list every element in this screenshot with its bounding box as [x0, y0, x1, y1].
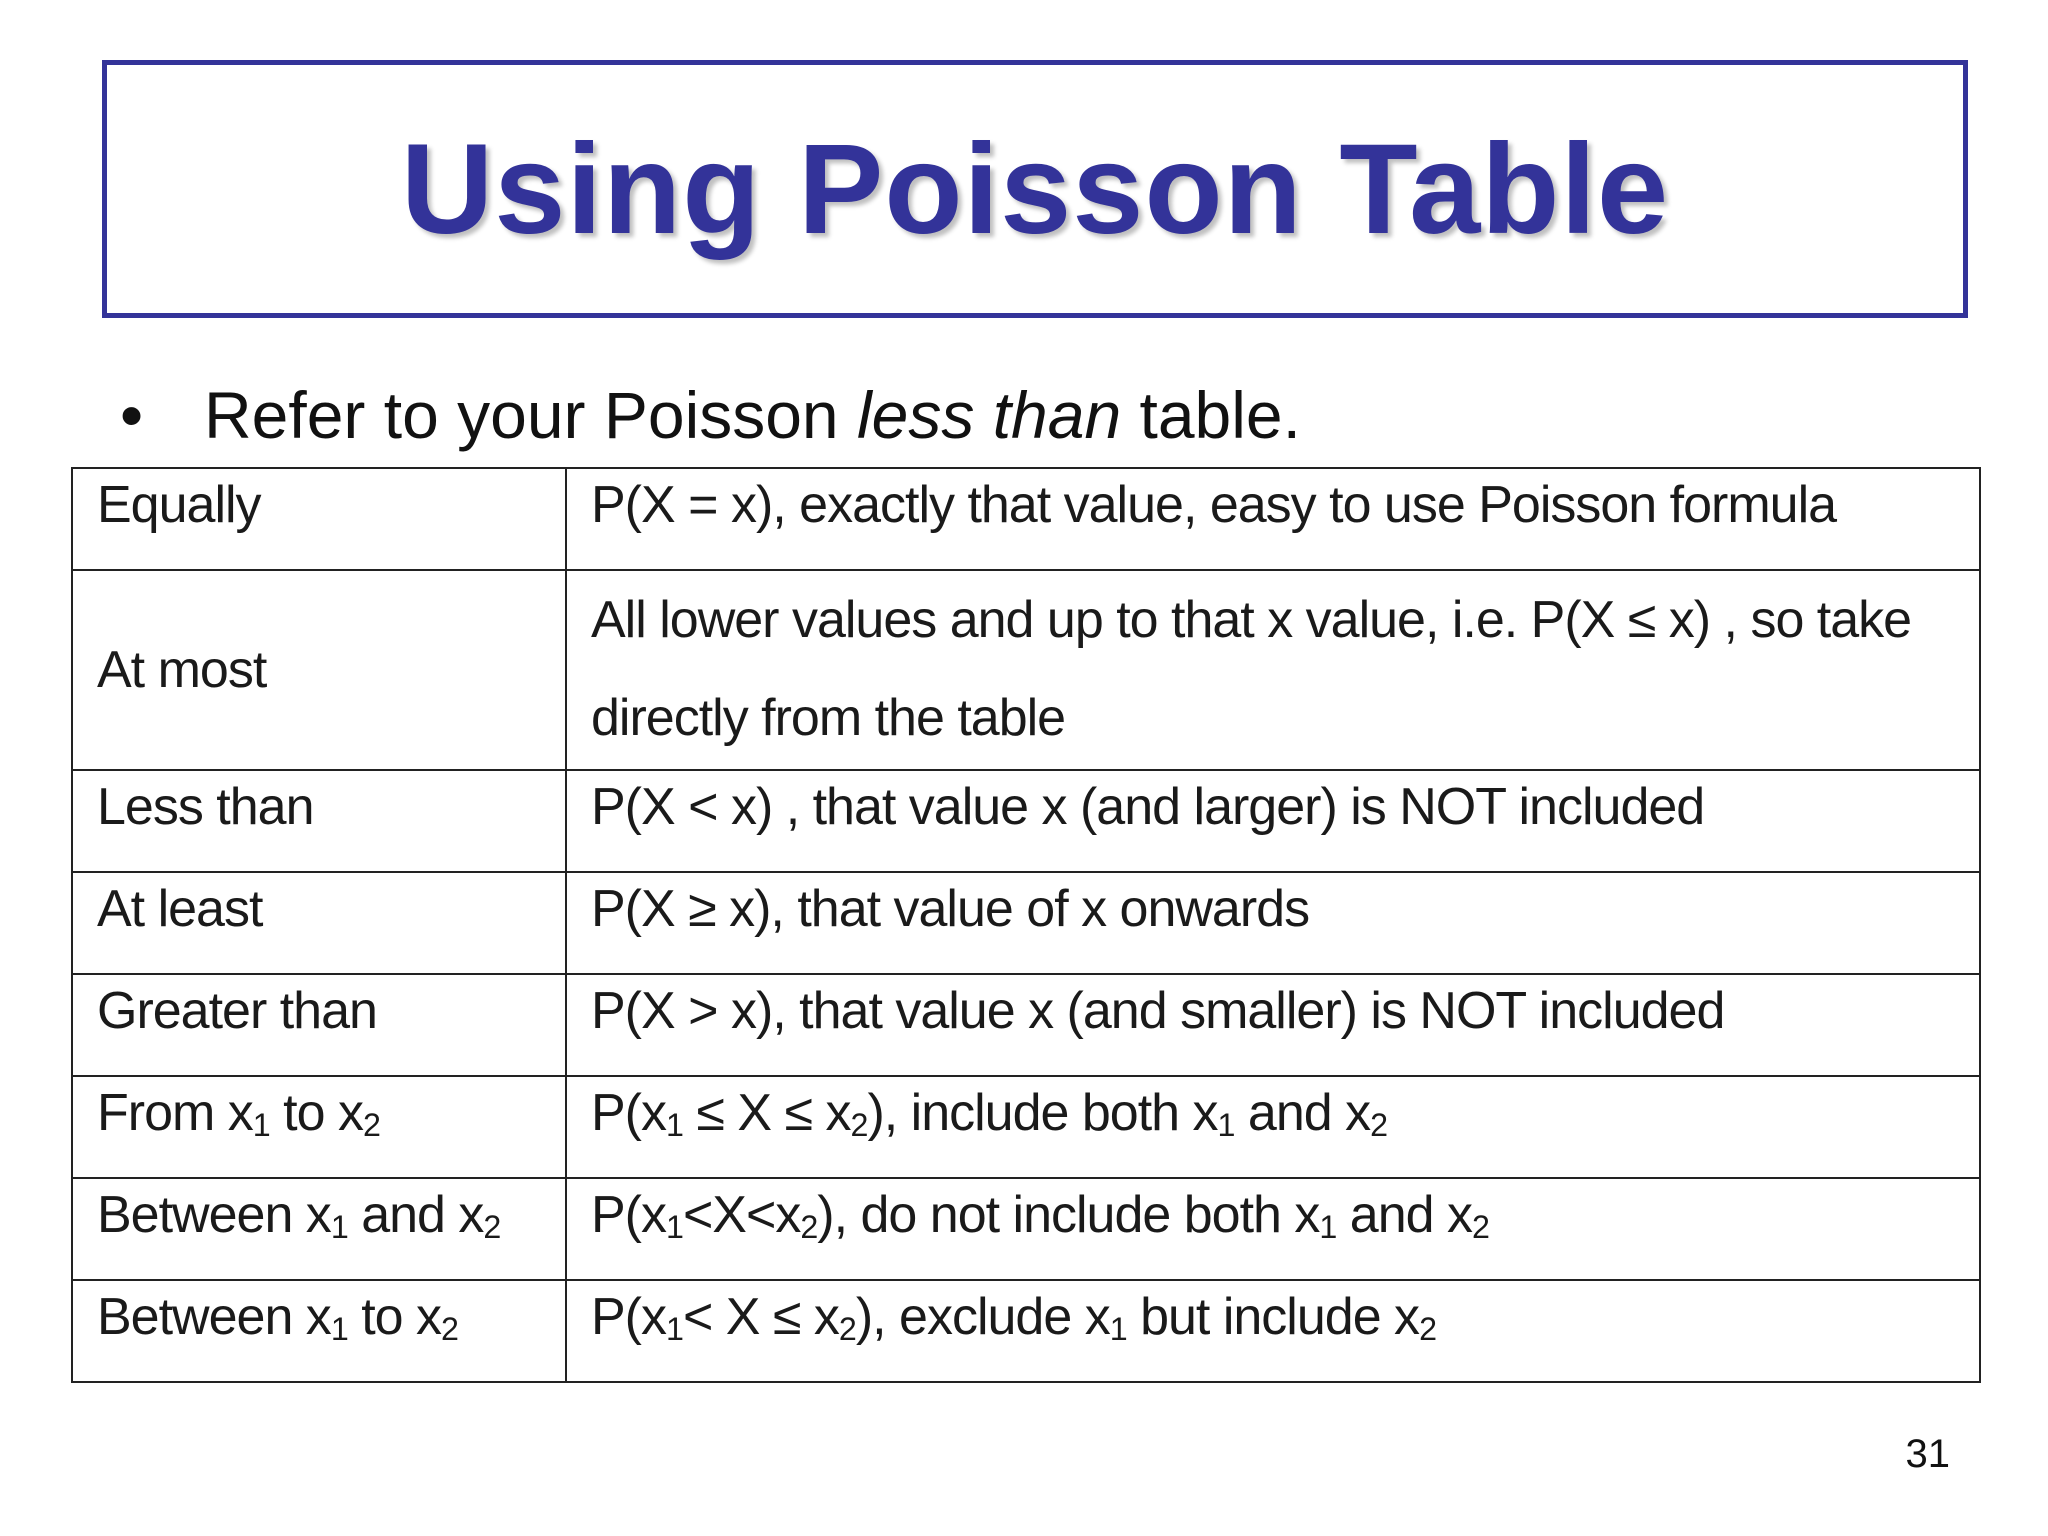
description-cell — [566, 770, 1980, 872]
term-text: Equally — [97, 476, 261, 534]
table-row — [72, 1280, 1980, 1382]
subscript: 1 — [666, 1310, 683, 1347]
description-text: and x — [1336, 1186, 1473, 1244]
term-cell — [72, 770, 566, 872]
description-text: < X ≤ x — [682, 1288, 839, 1346]
table-row — [72, 770, 1980, 872]
description-text-line1: All lower values and up to that x value, i.e. P(X ≤ x) , so take — [591, 591, 1912, 649]
term-cell — [72, 872, 566, 974]
slide-title: Using Poisson Table — [400, 117, 1670, 261]
bullet-marker: • — [120, 378, 144, 452]
term-cell — [72, 974, 566, 1076]
description-cell — [566, 974, 1980, 1076]
term-text: From x — [97, 1084, 253, 1142]
subscript: 1 — [252, 1106, 270, 1143]
probability-terms-table — [71, 467, 1981, 1383]
description-text: ), do not include both x — [817, 1186, 1320, 1244]
term-cell — [72, 1280, 566, 1382]
description-cell — [566, 1178, 1980, 1280]
page-number: 31 — [1905, 1432, 1950, 1476]
bullet-text-italic: less than — [856, 378, 1122, 452]
description-text-line2: directly from the table — [591, 689, 1066, 747]
subscript: 2 — [441, 1310, 458, 1347]
subscript: 2 — [1370, 1106, 1388, 1143]
table-row — [72, 872, 1980, 974]
table-row — [72, 1076, 1980, 1178]
description-text: P(X < x) , that value x (and larger) is NOT included — [591, 778, 1705, 836]
subscript: 1 — [666, 1106, 683, 1143]
description-text: P(X ≥ x), that value of x onwards — [591, 880, 1310, 938]
term-text: Between x — [97, 1288, 331, 1346]
description-text: P(X = x), exactly that value, easy to use Poisson formula — [591, 476, 1837, 534]
bullet-text-before: Refer to your Poisson — [204, 378, 857, 452]
subscript: 1 — [1319, 1208, 1337, 1245]
table-row — [72, 570, 1980, 770]
description-cell — [566, 1076, 1980, 1178]
term-text: to x — [269, 1084, 363, 1142]
description-text: ≤ X ≤ x — [682, 1084, 851, 1142]
subscript: 1 — [1217, 1106, 1235, 1143]
subscript: 1 — [1109, 1310, 1127, 1347]
table-row — [72, 468, 1980, 570]
term-text: Between x — [97, 1186, 331, 1244]
description-text: <X<x — [682, 1186, 801, 1244]
subscript: 2 — [850, 1106, 868, 1143]
term-text: Less than — [97, 778, 314, 836]
description-text: P(x — [591, 1288, 666, 1346]
table-row — [72, 974, 1980, 1076]
subscript: 1 — [666, 1208, 683, 1245]
description-cell — [566, 872, 1980, 974]
term-text: to x — [347, 1288, 442, 1346]
description-text: P(x — [591, 1084, 666, 1142]
table-row — [72, 1178, 1980, 1280]
description-cell — [566, 570, 1980, 770]
term-cell — [72, 1076, 566, 1178]
term-text: At most — [97, 641, 267, 699]
bullet-point — [120, 375, 1301, 455]
description-text: ), exclude x — [855, 1288, 1110, 1346]
term-cell — [72, 1178, 566, 1280]
term-cell — [72, 468, 566, 570]
description-text: P(X > x), that value x (and smaller) is NOT included — [591, 982, 1725, 1040]
description-text: P(x — [591, 1186, 666, 1244]
bullet-text-after: table. — [1121, 378, 1301, 452]
title-box — [102, 60, 1968, 318]
term-text: and x — [347, 1186, 484, 1244]
term-text: Greater than — [97, 982, 377, 1040]
subscript: 1 — [330, 1208, 348, 1245]
description-text: ), include both x — [867, 1084, 1218, 1142]
description-text: and x — [1234, 1084, 1371, 1142]
subscript: 2 — [800, 1208, 818, 1245]
description-cell — [566, 1280, 1980, 1382]
subscript: 2 — [1472, 1208, 1489, 1245]
description-cell — [566, 468, 1980, 570]
term-cell — [72, 570, 566, 770]
subscript: 2 — [1419, 1310, 1436, 1347]
subscript: 1 — [330, 1310, 348, 1347]
subscript: 2 — [838, 1310, 856, 1347]
subscript: 2 — [483, 1208, 501, 1245]
description-text: but include x — [1126, 1288, 1420, 1346]
term-text: At least — [97, 880, 263, 938]
subscript: 2 — [362, 1106, 380, 1143]
